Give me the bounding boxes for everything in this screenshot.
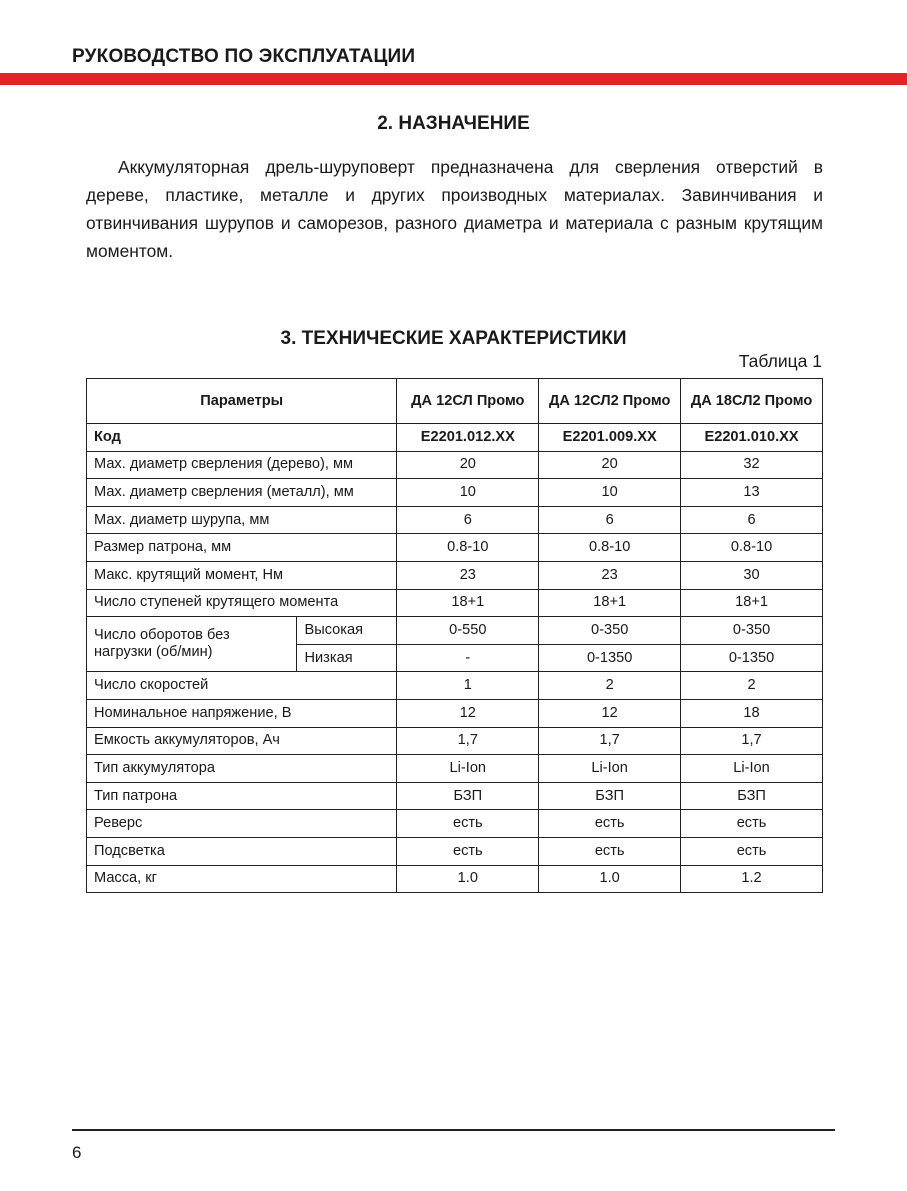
- cell: 10: [539, 479, 681, 507]
- header-red-bar: [0, 73, 907, 85]
- cell: есть: [397, 810, 539, 838]
- row-label: Тип аккумулятора: [87, 755, 397, 783]
- cell: 13: [681, 479, 823, 507]
- cell: 0.8-10: [681, 534, 823, 562]
- table-header-row: [87, 379, 823, 424]
- row-label: Подсветка: [87, 837, 397, 865]
- cell: Li-Ion: [539, 755, 681, 783]
- row-label: Мах. диаметр сверления (дерево), мм: [87, 451, 397, 479]
- table-row: [87, 810, 823, 838]
- section-2-paragraph: Аккумуляторная дрель-шуруповерт предназначена для сверления отверстий в дереве, пластике, металле и других производных материалах. Завинчивания и отвинчивания шурупов и саморезов, разного диаметра и материала с разным крутящим моментом.: [86, 157, 823, 261]
- section-2-title: 2. НАЗНАЧЕНИЕ: [377, 113, 530, 134]
- header-cell: Параметры: [87, 379, 397, 424]
- table-caption: Таблица 1: [738, 351, 822, 371]
- cell: 1.0: [397, 865, 539, 893]
- cell: 1,7: [681, 727, 823, 755]
- cell: есть: [681, 810, 823, 838]
- table-row: [87, 755, 823, 783]
- cell: 23: [539, 561, 681, 589]
- cell: 1.0: [539, 865, 681, 893]
- cell: Li-Ion: [681, 755, 823, 783]
- cell: 1,7: [397, 727, 539, 755]
- row-label: Емкость аккумуляторов, Ач: [87, 727, 397, 755]
- cell: 20: [397, 451, 539, 479]
- row-label: Мах. диаметр шурупа, мм: [87, 506, 397, 534]
- cell: E2201.012.XX: [397, 424, 539, 452]
- section-3-title: 3. ТЕХНИЧЕСКИЕ ХАРАКТЕРИСТИКИ: [280, 328, 627, 349]
- cell: 0-350: [539, 617, 681, 645]
- cell: 23: [397, 561, 539, 589]
- cell: 6: [397, 506, 539, 534]
- header-title: РУКОВОДСТВО ПО ЭКСПЛУАТАЦИИ: [72, 46, 416, 67]
- cell: 1,7: [539, 727, 681, 755]
- cell: E2201.010.XX: [681, 424, 823, 452]
- table-row: [87, 479, 823, 507]
- cell: E2201.009.XX: [539, 424, 681, 452]
- rpm-label: Число оборотов без нагрузки (об/мин): [87, 617, 297, 672]
- table-row: [87, 534, 823, 562]
- cell: 20: [539, 451, 681, 479]
- cell: 30: [681, 561, 823, 589]
- header-cell: ДА 18СЛ2 Промо: [681, 379, 823, 424]
- table-row: [87, 672, 823, 700]
- row-label: Макс. крутящий момент, Нм: [87, 561, 397, 589]
- cell: 18: [681, 699, 823, 727]
- table-row: [87, 424, 823, 452]
- cell: 18+1: [539, 589, 681, 617]
- footer-divider: [72, 1129, 835, 1131]
- rpm-sublabel-low: Низкая: [297, 644, 397, 672]
- cell: 6: [539, 506, 681, 534]
- cell: есть: [539, 837, 681, 865]
- cell: 0-550: [397, 617, 539, 645]
- row-label: Число ступеней крутящего момента: [87, 589, 397, 617]
- cell: 0-1350: [681, 644, 823, 672]
- cell: БЗП: [539, 782, 681, 810]
- cell: 2: [539, 672, 681, 700]
- cell: -: [397, 644, 539, 672]
- row-label: Реверс: [87, 810, 397, 838]
- rpm-sublabel-high: Высокая: [297, 617, 397, 645]
- spec-table: [86, 378, 823, 893]
- row-label: Номинальное напряжение, В: [87, 699, 397, 727]
- table-row: [87, 561, 823, 589]
- row-label: Тип патрона: [87, 782, 397, 810]
- cell: 6: [681, 506, 823, 534]
- cell: есть: [397, 837, 539, 865]
- row-label: Размер патрона, мм: [87, 534, 397, 562]
- cell: Li-Ion: [397, 755, 539, 783]
- cell: 1: [397, 672, 539, 700]
- cell: 18+1: [681, 589, 823, 617]
- table-row: [87, 617, 823, 645]
- table-row: [87, 837, 823, 865]
- table-row: [87, 506, 823, 534]
- cell: есть: [539, 810, 681, 838]
- cell: 0-1350: [539, 644, 681, 672]
- cell: 2: [681, 672, 823, 700]
- cell: 10: [397, 479, 539, 507]
- table-row: [87, 727, 823, 755]
- cell: 12: [397, 699, 539, 727]
- cell: 32: [681, 451, 823, 479]
- cell: БЗП: [681, 782, 823, 810]
- row-label: Мах. диаметр сверления (металл), мм: [87, 479, 397, 507]
- cell: 0.8-10: [539, 534, 681, 562]
- row-label: Масса, кг: [87, 865, 397, 893]
- cell: 1.2: [681, 865, 823, 893]
- row-label: Код: [87, 424, 397, 452]
- table-row: [87, 451, 823, 479]
- row-label: Число скоростей: [87, 672, 397, 700]
- cell: 0-350: [681, 617, 823, 645]
- table-row: [87, 782, 823, 810]
- table-row: [87, 865, 823, 893]
- table-row: [87, 699, 823, 727]
- header-cell: ДА 12СЛ Промо: [397, 379, 539, 424]
- cell: 0.8-10: [397, 534, 539, 562]
- cell: 18+1: [397, 589, 539, 617]
- header-cell: ДА 12СЛ2 Промо: [539, 379, 681, 424]
- cell: 12: [539, 699, 681, 727]
- cell: БЗП: [397, 782, 539, 810]
- cell: есть: [681, 837, 823, 865]
- page-number: 6: [72, 1143, 82, 1162]
- table-row: [87, 589, 823, 617]
